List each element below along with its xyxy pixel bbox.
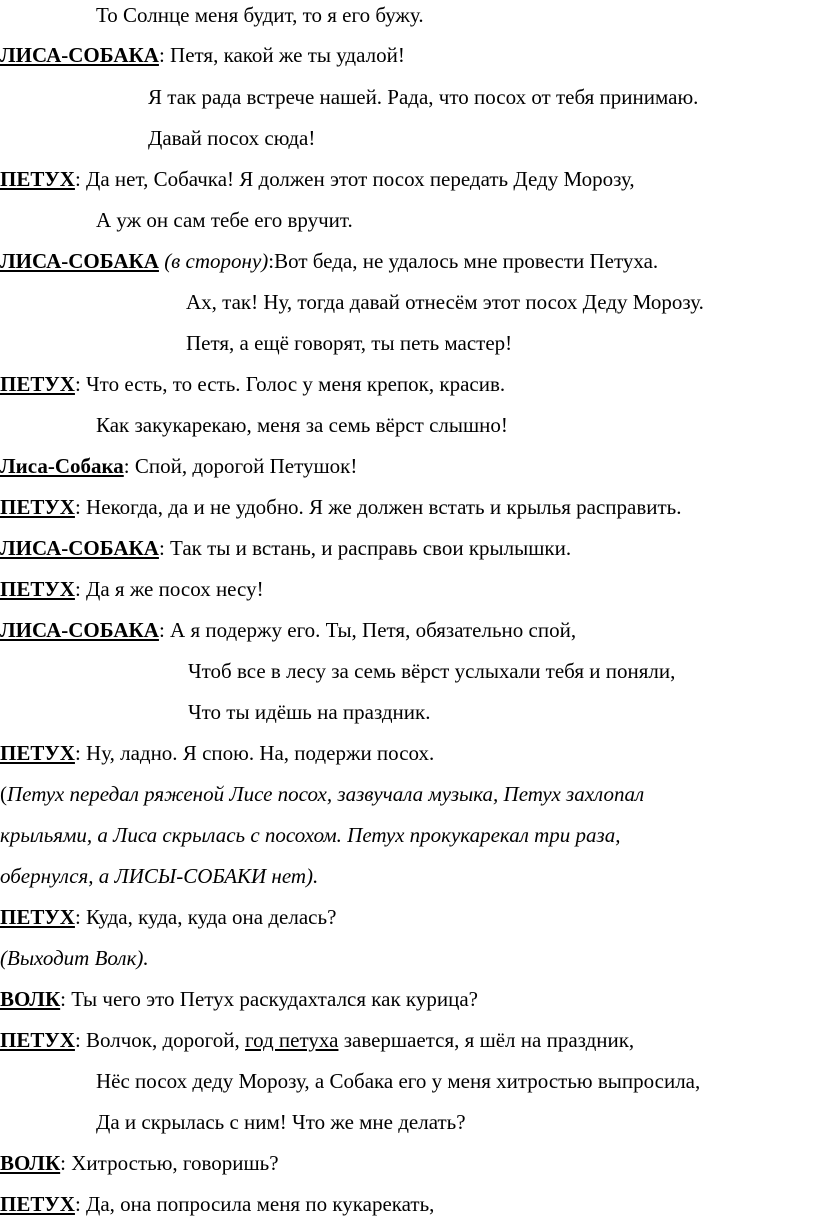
script-line (0, 1191, 434, 1217)
stage-direction (0, 945, 149, 971)
script-line (0, 453, 357, 479)
line-text: : Петя, какой же ты удалой! (158, 43, 405, 67)
speaker-name: ПЕТУХ (0, 1028, 75, 1052)
script-line (0, 1150, 279, 1176)
script-line (0, 494, 682, 520)
script-line (148, 125, 315, 151)
script-line (96, 1109, 466, 1135)
line-text: Ах, так! Ну, тогда давай отнесём этот посох Деду Морозу. (186, 290, 704, 314)
stage-aside: (в сторону) (158, 249, 269, 273)
line-text: То Солнце меня будит, то я его бужу. (96, 3, 424, 27)
stage-direction-text: (Выходит Волк). (0, 946, 149, 970)
script-line (0, 535, 571, 561)
script-line (0, 986, 478, 1012)
line-text: Как закукарекаю, меня за семь вёрст слышно! (96, 413, 508, 437)
speaker-name: ПЕТУХ (0, 905, 75, 929)
stage-direction (0, 822, 620, 848)
line-text: Что ты идёшь на праздник. (188, 700, 431, 724)
line-text: : Ну, ладно. Я спою. На, подержи посох. (74, 741, 435, 765)
speaker-name: ПЕТУХ (0, 577, 75, 601)
script-line (96, 2, 424, 28)
speaker-name: ПЕТУХ (0, 1192, 75, 1216)
speaker-name: ЛИСА-СОБАКА (0, 249, 159, 273)
script-line (0, 1027, 634, 1053)
line-text: : Да я же посох несу! (74, 577, 264, 601)
line-text: : Так ты и встань, и расправь свои крылышки. (158, 536, 572, 560)
stage-direction (0, 863, 318, 889)
speaker-name: Лиса-Собака (0, 454, 124, 478)
script-line (0, 576, 264, 602)
line-text: Нёс посох деду Морозу, а Собака его у меня хитростью выпросила, (96, 1069, 701, 1093)
line-text: : Ты чего это Петух раскудахтался как курица? (60, 987, 478, 1011)
line-text: : Что есть, то есть. Голос у меня крепок, красив. (74, 372, 506, 396)
line-text: А уж он сам тебе его вручит. (96, 208, 353, 232)
script-line (188, 658, 675, 684)
stage-direction (0, 781, 644, 807)
speaker-name: ВОЛК (0, 1151, 61, 1175)
speaker-name: ЛИСА-СОБАКА (0, 43, 159, 67)
script-line (186, 289, 704, 315)
line-text: : Спой, дорогой Петушок! (123, 454, 358, 478)
speaker-name: ВОЛК (0, 987, 61, 1011)
line-text: :Вот беда, не удалось мне провести Петуха. (268, 249, 659, 273)
script-line (96, 412, 508, 438)
script-line (0, 166, 635, 192)
line-text: : Куда, куда, куда она делась? (74, 905, 337, 929)
script-line (0, 371, 505, 397)
speaker-name: ЛИСА-СОБАКА (0, 618, 159, 642)
script-line (96, 207, 353, 233)
script-line (96, 1068, 700, 1094)
stage-direction-text: Петух передал ряженой Лисе посох, зазвучала музыка, Петух захлопал (7, 782, 645, 806)
speaker-name: ЛИСА-СОБАКА (0, 536, 159, 560)
script-line (0, 740, 434, 766)
script-line (0, 248, 658, 274)
line-text: Петя, а ещё говорят, ты петь мастер! (186, 331, 513, 355)
line-text: : Да нет, Собачка! Я должен этот посох передать Деду Морозу, (74, 167, 635, 191)
line-text: Я так рада встрече нашей. Рада, что посох от тебя принимаю. (148, 85, 699, 109)
script-line (186, 330, 512, 356)
script-line (0, 617, 576, 643)
script-line (0, 904, 336, 930)
line-text: : Хитростью, говоришь? (60, 1151, 279, 1175)
line-text: : Волчок, дорогой, (74, 1028, 246, 1052)
open-paren: ( (0, 782, 7, 806)
stage-direction-text: крыльями, а Лиса скрылась с посохом. Петух прокукарекал три раза, (0, 823, 621, 847)
script-line (188, 699, 430, 725)
line-text: завершается, я шёл на праздник, (338, 1028, 635, 1052)
underlined-phrase: год петуха (245, 1028, 339, 1052)
speaker-name: ПЕТУХ (0, 167, 75, 191)
stage-direction-text: обернулся, а ЛИСЫ-СОБАКИ нет). (0, 864, 319, 888)
speaker-name: ПЕТУХ (0, 372, 75, 396)
line-text: Чтоб все в лесу за семь вёрст услыхали тебя и поняли, (188, 659, 676, 683)
line-text: Давай посох сюда! (148, 126, 316, 150)
line-text: : А я подержу его. Ты, Петя, обязательно спой, (158, 618, 577, 642)
line-text: : Некогда, да и не удобно. Я же должен встать и крылья расправить. (74, 495, 682, 519)
script-line (148, 84, 698, 110)
line-text: Да и скрылась с ним! Что же мне делать? (96, 1110, 466, 1134)
script-line (0, 42, 405, 68)
line-text: : Да, она попросила меня по кукарекать, (74, 1192, 435, 1216)
speaker-name: ПЕТУХ (0, 495, 75, 519)
speaker-name: ПЕТУХ (0, 741, 75, 765)
